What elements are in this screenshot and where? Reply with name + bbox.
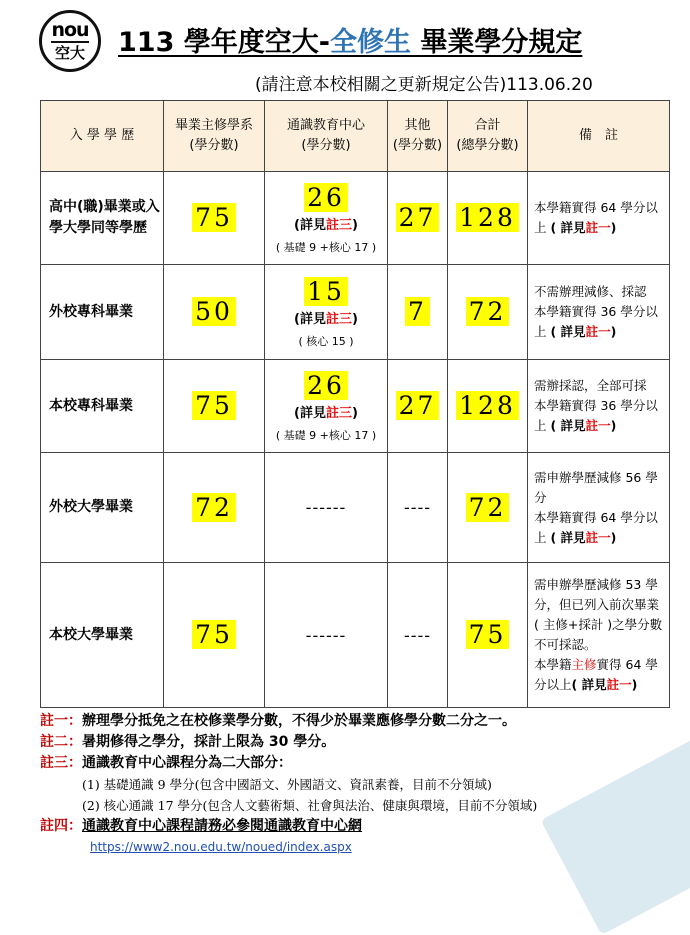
title-part1: 113 學年度空大- bbox=[118, 27, 330, 58]
ge-credits: 15 (詳見註三) ( 核心 15 ) bbox=[265, 265, 388, 360]
total-credits: 75 bbox=[448, 563, 528, 708]
remarks: 本學籍實得 64 學分以上 ( 詳見註一) bbox=[528, 172, 670, 265]
credit-requirements-table bbox=[40, 100, 670, 708]
total-credits: 128 bbox=[448, 360, 528, 453]
other-credits: ---- bbox=[388, 563, 448, 708]
note-3: 註三：通識教育中心課程分為二大部分： bbox=[40, 755, 292, 771]
header-other: 其他 (學分數) bbox=[388, 101, 448, 172]
ge-credits: ------ bbox=[265, 453, 388, 563]
note-3-sub-2: (2) 核心通識 17 學分(包含人文藝術類、社會與法治、健康與環境，目前不分領域) bbox=[82, 798, 538, 813]
header-education: 入 學 學 歷 bbox=[41, 101, 164, 172]
major-credits: 75 bbox=[164, 360, 265, 453]
major-credits: 50 bbox=[164, 265, 265, 360]
other-credits: ---- bbox=[388, 453, 448, 563]
header-total: 合計 (總學分數) bbox=[448, 101, 528, 172]
other-credits: 7 bbox=[388, 265, 448, 360]
header-remarks: 備 註 bbox=[528, 101, 670, 172]
table-row bbox=[41, 172, 670, 265]
other-credits: 27 bbox=[388, 172, 448, 265]
major-credits: 75 bbox=[164, 563, 265, 708]
total-credits: 128 bbox=[448, 172, 528, 265]
major-credits: 72 bbox=[164, 453, 265, 563]
total-credits: 72 bbox=[448, 265, 528, 360]
title-part2: 畢業學分規定 bbox=[410, 27, 583, 58]
table-header-row bbox=[41, 101, 670, 172]
table-row bbox=[41, 360, 670, 453]
remarks: 需辦採認，全部可採 本學籍實得 36 學分以上 ( 詳見註一) bbox=[528, 360, 670, 453]
table-row bbox=[41, 453, 670, 563]
other-credits: 27 bbox=[388, 360, 448, 453]
row-label: 外校大學畢業 bbox=[41, 453, 164, 563]
row-label: 高中(職)畢業或入學大學同等學歷 bbox=[41, 172, 164, 265]
note-1: 註一：辦理學分抵免之在校修業學分數，不得少於畢業應修學分數二分之一。 bbox=[40, 713, 516, 729]
title-highlight: 全修生 bbox=[329, 27, 411, 58]
remarks: 需申辦學歷減修 53 學分，但已列入前次畢業( 主修+採計 )之學分數不可採認。 本學籍主修實得 64 學分以上( 詳見註一) bbox=[528, 563, 670, 708]
row-label: 本校專科畢業 bbox=[41, 360, 164, 453]
logo-text-top: nou bbox=[51, 19, 89, 41]
note-2: 註二：暑期修得之學分，採計上限為 30 學分。 bbox=[40, 734, 336, 750]
note-4: 註四：通識教育中心課程請務必參閱通識教育中心網 bbox=[40, 818, 362, 834]
note-3-sub-1: (1) 基礎通識 9 學分(包含中國語文、外國語文、資訊素養，目前不分領域) bbox=[82, 777, 492, 792]
ge-credits: ------ bbox=[265, 563, 388, 708]
header-general-education: 通識教育中心 (學分數) bbox=[265, 101, 388, 172]
remarks: 不需辦理減修、採認 本學籍實得 36 學分以上 ( 詳見註一) bbox=[528, 265, 670, 360]
page-subtitle: (請注意本校相關之更新規定公告)113.06.20 bbox=[255, 75, 593, 95]
university-logo bbox=[39, 10, 101, 72]
logo-text-bottom: 空大 bbox=[54, 44, 85, 62]
header-major: 畢業主修學系 (學分數) bbox=[164, 101, 265, 172]
ge-credits: 26 (詳見註三) ( 基礎 9 +核心 17 ) bbox=[265, 360, 388, 453]
row-label: 本校大學畢業 bbox=[41, 563, 164, 708]
page-title bbox=[118, 20, 582, 59]
table-row bbox=[41, 265, 670, 360]
major-credits: 75 bbox=[164, 172, 265, 265]
remarks: 需申辦學歷減修 56 學分 本學籍實得 64 學分以上 ( 詳見註一) bbox=[528, 453, 670, 563]
ge-credits: 26 (詳見註三) ( 基礎 9 +核心 17 ) bbox=[265, 172, 388, 265]
table-row bbox=[41, 563, 670, 708]
row-label: 外校專科畢業 bbox=[41, 265, 164, 360]
total-credits: 72 bbox=[448, 453, 528, 563]
ge-center-link[interactable]: https://www2.nou.edu.tw/noued/index.aspx bbox=[90, 840, 352, 854]
footnotes bbox=[40, 711, 537, 858]
decorative-corner-shape bbox=[541, 731, 690, 935]
